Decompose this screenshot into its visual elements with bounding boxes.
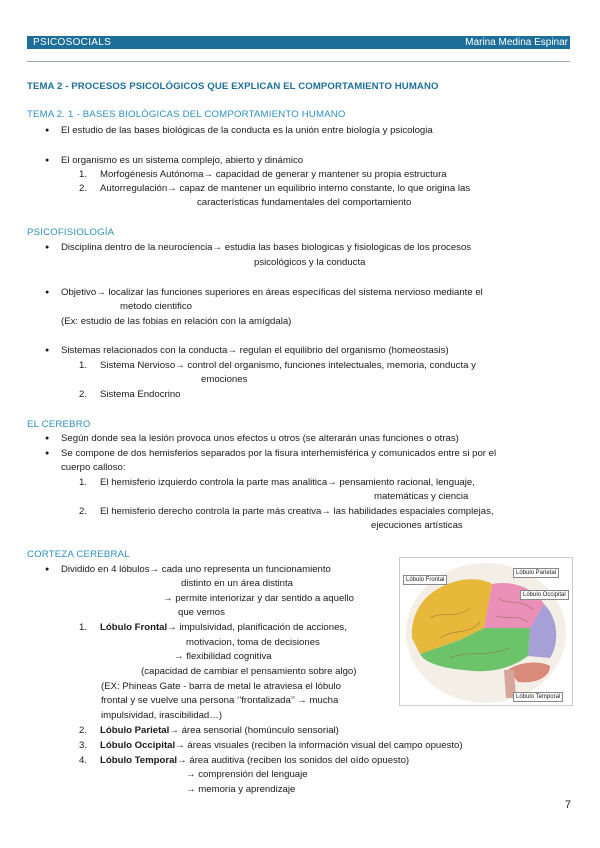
lobe-name: Lóbulo Temporal: [100, 755, 178, 766]
list-item-cont: (EX: Phineas Gate - barra de metal le atraviesa el lóbulo: [101, 681, 341, 692]
list-number: 1.: [79, 477, 88, 488]
list-item: ● Objetivo→ localizar las funciones superiores en áreas específicas del sistema nervioso mediante el: [61, 286, 483, 299]
list-item-occipital: [100, 739, 463, 752]
list-item-cont: → memoria y aprendizaje: [186, 784, 296, 795]
label-temporal: Lóbulo Temporal: [513, 692, 563, 702]
list-item-cont: frontal y se vuelve una persona ‘’frontalizada’’ → mucha: [101, 695, 339, 706]
label-frontal: Lóbulo Frontal: [403, 575, 447, 585]
list-item-cont: ejecuciones artísticas: [371, 520, 463, 531]
list-item: ● Disciplina dentro de la neurociencia→ estudia las bases biologicas y fisiologicas de los procesos: [61, 241, 471, 254]
lobe-name: Lóbulo Occipital: [100, 740, 176, 751]
brain-figure: [399, 557, 573, 706]
list-number: 4.: [79, 755, 88, 766]
list-item: ● Dividido en 4 lóbulos→ cada uno representa un funcionamiento: [61, 563, 331, 576]
lobe-name: Lóbulo Parietal: [100, 725, 170, 736]
list-item-cont: distinto en un área distinta: [181, 578, 294, 589]
list-item-parietal: [100, 724, 339, 737]
list-item-cont: cuerpo calloso:: [61, 462, 126, 473]
list-item: ● Según donde sea la lesión provoca unos efectos u otros (se alterarán unas funciones o otras): [61, 432, 459, 445]
section-heading-bases: TEMA 2. 1 - BASES BIOLÓGICAS DEL COMPORTAMIENTO HUMANO: [27, 109, 346, 120]
list-item: Morfogénesis Autónoma→ capacidad de generar y mantener su propia estructura: [100, 169, 447, 180]
list-item: El hemisferio izquierdo controla la parte mas analitica→ pensamiento racional, lenguaje,: [100, 477, 475, 488]
list-item: ● El organismo es un sistema complejo, abierto y dinámico: [61, 154, 303, 167]
list-item: ● Sistemas relacionados con la conducta→ regulan el equilibrio del organismo (homeostasis): [61, 344, 449, 357]
list-item-cont: motivacion, toma de decisiones: [186, 637, 320, 648]
list-item: ● El estudio de las bases biológicas de la conducta es la unión entre biología y psicologia: [61, 124, 433, 137]
list-item-frontal: [100, 621, 347, 634]
label-occipital: Lóbulo Occipital: [520, 590, 569, 600]
header-left: PSICOSOCIALS: [33, 37, 112, 48]
header-rule: [27, 61, 570, 62]
list-item: Autorregulación→ capaz de mantener un equilibrio interno constante, lo que origina las: [100, 183, 471, 194]
list-item: El hemisferio derecho controla la parte más creativa→ las habilidades espaciales complejas,: [100, 506, 494, 517]
list-item-cont: impulsividad, irascibilidad…): [101, 710, 223, 721]
topic-title: TEMA 2 - PROCESOS PSICOLÓGICOS QUE EXPLICAN EL COMPORTAMIENTO HUMANO: [27, 81, 439, 92]
section-heading-cerebro: EL CEREBRO: [27, 419, 91, 430]
list-item: Sistema Nervioso→ control del organismo, funciones intelectuales, memoria, conducta y: [100, 360, 476, 371]
list-item-cont: → flexibilidad cognitiva: [174, 651, 272, 662]
list-item-cont: (Ex: estudio de las fobias en relación con la amígdala): [61, 316, 292, 327]
list-number: 2.: [79, 389, 88, 400]
list-number: 2.: [79, 183, 88, 194]
list-number: 3.: [79, 740, 88, 751]
list-item-cont: que vemos: [178, 607, 225, 618]
list-item-cont: características fundamentales del comportamiento: [197, 197, 412, 208]
list-item-cont: → comprensión del lenguaje: [186, 769, 308, 780]
section-heading-corteza: CORTEZA CEREBRAL: [27, 549, 130, 560]
header-bar: [27, 36, 570, 49]
lobe-name: Lóbulo Frontal: [100, 622, 168, 633]
list-item: ● Se compone de dos hemisferios separados por la fisura interhemisférica y comunicados entre si por el: [61, 447, 496, 460]
list-item-temporal: [100, 754, 409, 767]
list-item-cont: emociones: [201, 374, 248, 385]
list-item-cont: matemáticas y ciencia: [374, 491, 469, 502]
page-number: 7: [564, 799, 571, 811]
list-item-cont: metodo cientifico: [120, 301, 192, 312]
header-right: Marina Medina Espinar: [465, 37, 568, 48]
list-item-cont: → permite interiorizar y dar sentido a aquello: [163, 593, 354, 604]
list-item: Sistema Endocrino: [100, 389, 181, 400]
section-heading-psicofisiologia: PSICOFISIOLOGÍA: [27, 227, 115, 238]
list-number: 1.: [79, 622, 88, 633]
label-parietal: Lóbulo Parietal: [513, 568, 559, 578]
lobe-desc: → áreas visuales (reciben la información visual del campo opuesto): [175, 740, 463, 751]
list-number: 1.: [79, 169, 88, 180]
list-number: 1.: [79, 360, 88, 371]
lobe-desc: → área sensorial (homúnculo sensorial): [169, 725, 339, 736]
list-item-cont: psicológicos y la conducta: [254, 257, 366, 268]
lobe-desc: → impulsividad, planificación de acciones,: [167, 622, 347, 633]
list-item-cont: (capacidad de cambiar el pensamiento sobre algo): [141, 666, 357, 677]
list-number: 2.: [79, 506, 88, 517]
lobe-desc: → área auditiva (reciben los sonidos del oído opuesto): [177, 755, 410, 766]
list-number: 2.: [79, 725, 88, 736]
